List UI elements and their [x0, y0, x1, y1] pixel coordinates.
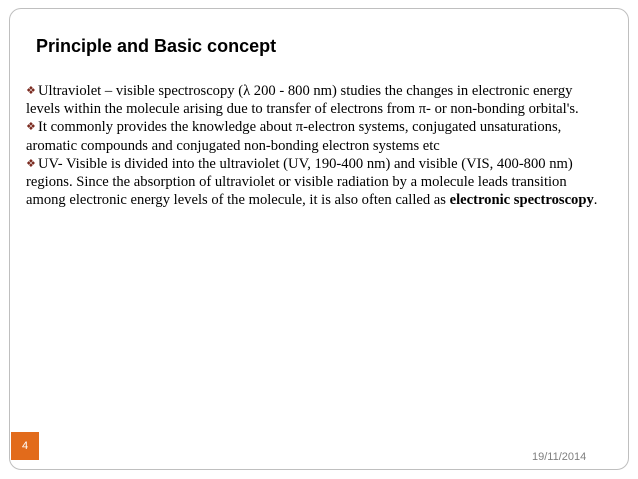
- bullet-paragraph-2: [26, 118, 598, 154]
- bullet-text-3-suffix: .: [593, 192, 598, 209]
- bullet-paragraph-3: [26, 155, 598, 210]
- page-number-badge: 4: [11, 432, 39, 460]
- diamond-bullet-icon: ❖: [26, 157, 36, 170]
- slide-title: Principle and Basic concept: [36, 36, 277, 56]
- diamond-bullet-icon: ❖: [26, 121, 36, 134]
- slide-body: [26, 82, 598, 209]
- slide-date: 19/11/2014: [532, 451, 587, 463]
- diamond-bullet-icon: ❖: [26, 85, 36, 97]
- slide-frame: [9, 8, 629, 470]
- bullet-text-3-bold: electronic spectroscopy: [449, 192, 594, 209]
- bullet-text-2: It commonly provides the knowledge about π-electron systems, conjugated unsaturations, aromatic compounds and conjugated non-bonding electron systems etc: [26, 119, 562, 154]
- bullet-text-1: Ultraviolet – visible spectroscopy (λ 200 - 800 nm) studies the changes in electronic energy levels within the molecule arising due to transfer of electrons from π- or non-bonding orbital's.: [26, 83, 579, 118]
- bullet-paragraph-1: [26, 82, 598, 118]
- bullet-text-3: UV- Visible is divided into the ultraviolet (UV, 190-400 nm) and visible (VIS, 400-800 nm) regions. Since the absorption of ultraviolet or visible radiation by a molecule leads transition among electronic energy levels of the molecule, it is also often called as: [26, 155, 573, 209]
